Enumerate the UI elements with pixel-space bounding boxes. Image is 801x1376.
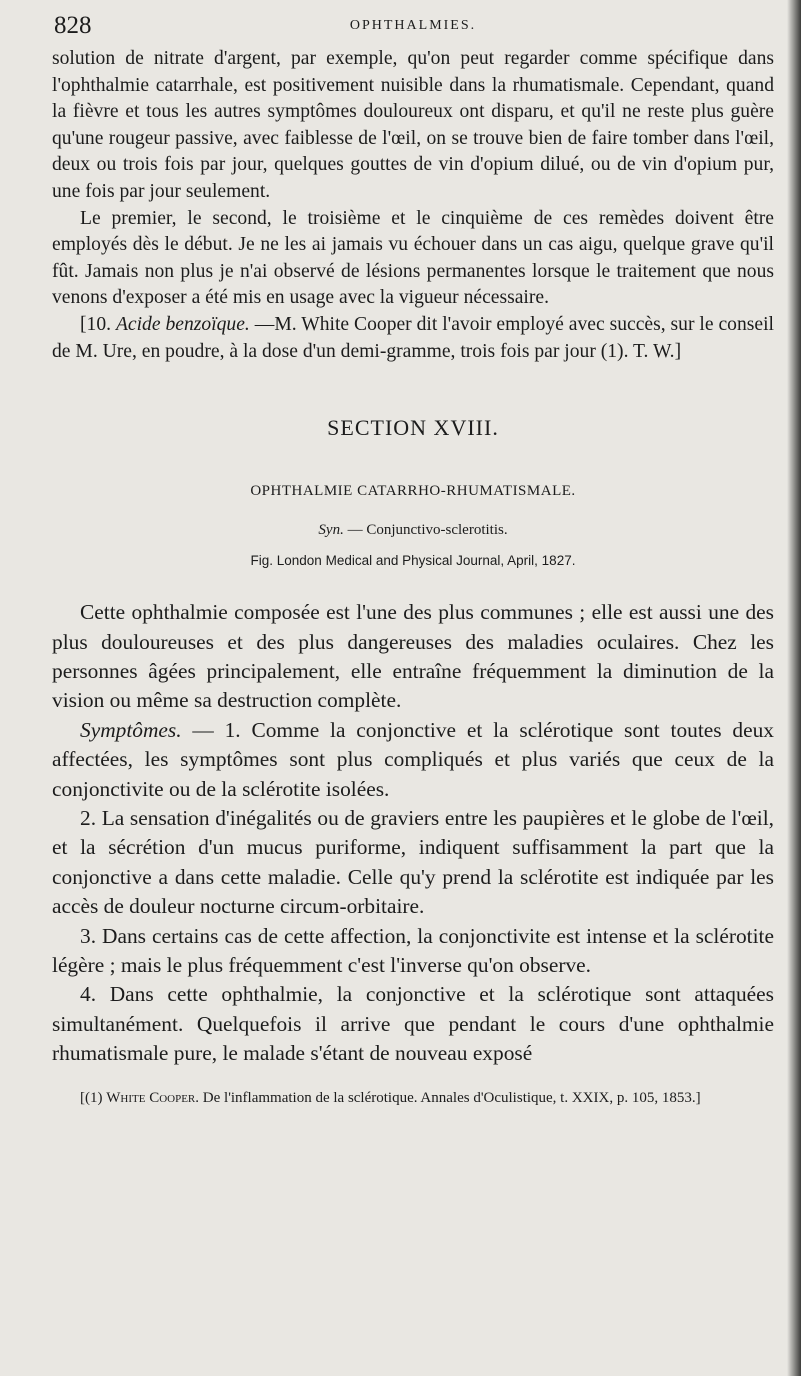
- symptoms-paragraph-4: 4. Dans cette ophthalmie, la conjonctive et la sclérotique sont attaquées simultanément. Quelquefois il arrive que pendant le cours d'une ophthalmie rhumatismale pure, le malade s'étant de nouveau exposé: [52, 982, 774, 1066]
- note-text: —M. White Cooper dit l'avoir employé avec succès, sur le conseil de M. Ure, en poudre, à la dose d'un demi-gramme, trois fois par jour (1). T. W.]: [52, 313, 774, 362]
- synonym-text: — Conjunctivo-sclerotitis.: [343, 522, 508, 539]
- footnote-lead: [(1): [80, 1089, 107, 1106]
- footnote: [52, 1087, 774, 1109]
- symptoms-label: Symptômes.: [80, 717, 182, 742]
- note-title: Acide benzoïque.: [115, 313, 250, 335]
- page-header: [52, 12, 774, 46]
- running-head: OPHTHALMIES.: [349, 18, 477, 33]
- intro-paragraph: Cette ophthalmie composée est l'une des plus communes ; elle est aussi une des plus douloureuses et des plus dangereuses des maladies oculaires. Chez les personnes âgées principalement, elle entraîne fréquemment la diminution de la vision ou même sa destruction complète.: [52, 600, 774, 713]
- note-benzoic-acid: [52, 312, 774, 365]
- paragraph-remedies: Le premier, le second, le troisième et le cinquième de ces remèdes doivent être employés dès le début. Je ne les ai jamais vu échouer dans un cas aigu, quelque grave qu'il fût. Jamais non plus je n'ai observé de lésions permanentes lorsque le traitement que nous venons d'exposer a été mis en usage avec la vigueur nécessaire.: [52, 207, 774, 309]
- symptoms-paragraph-3: 3. Dans certains cas de cette affection, la conjonctivite est intense et la sclérotite légère ; mais le plus fréquemment c'est l'inverse qu'on observe.: [52, 923, 774, 977]
- symptoms-first-text: — 1. Comme la conjonctive et la sclérotique sont toutes deux affectées, les symptômes sont plus compliqués et plus variés que ceux de la conjonctivite ou de la sclérotite isolées.: [52, 717, 774, 801]
- synonym-label: Syn.: [318, 522, 344, 539]
- section-title: SECTION XVIII.: [327, 415, 499, 441]
- paragraph-continued: solution de nitrate d'argent, par exemple, qu'on peut regarder comme spécifique dans l'ophthalmie catarrhale, est positivement nuisible dans la rhumatismale. Cependant, quand la fièvre et tous les autres symptômes douloureux ont disparu, et qu'il ne reste plus guère qu'une rougeur passive, avec faiblesse de l'œil, on se trouve bien de faire tomber dans l'œil, deux ou trois fois par jour, quelques gouttes de vin d'opium dilué, ou de vin d'opium pur, une fois par jour seulement.: [52, 48, 774, 202]
- synonym-line: [52, 522, 774, 539]
- page-edge-shadow: [787, 0, 801, 1376]
- symptoms-paragraph-2: 2. La sensation d'inégalités ou de graviers entre les paupières et le globe de l'œil, et la sécrétion d'un mucus puriforme, indiquent suffisamment la part que la conjonctive a dans cette maladie. Celle qu'y prend la sclérotite est indiquée par les accès de douleur nocturne circum-orbitaire.: [52, 805, 774, 919]
- book-page: [52, 12, 774, 1124]
- footnote-text: . De l'inflammation de la sclérotique. Annales d'Oculistique, t. XXIX, p. 105, 1853.]: [195, 1089, 701, 1106]
- section-subtitle: OPHTHALMIE CATARRHO-RHUMATISMALE.: [250, 483, 576, 500]
- note-lead: [10.: [80, 313, 116, 335]
- page-number: 828: [54, 12, 92, 39]
- symptoms-paragraph-1: [52, 716, 774, 804]
- footnote-author: White Cooper: [106, 1089, 196, 1106]
- figure-reference: Fig. London Medical and Physical Journal, April, 1827.: [250, 553, 576, 569]
